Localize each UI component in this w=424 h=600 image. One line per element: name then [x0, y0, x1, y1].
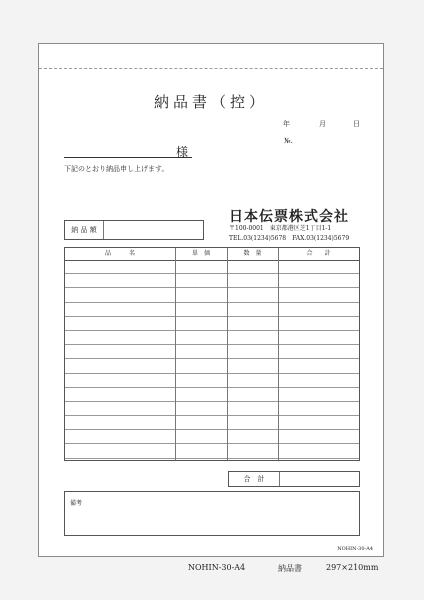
form-code-small: NOHIN-30-A4: [337, 546, 373, 552]
remarks-box[interactable]: [64, 491, 360, 536]
column-divider: [278, 248, 279, 460]
column-divider: [175, 248, 176, 460]
remarks-label: 備考: [70, 500, 83, 507]
addressee-field[interactable]: [64, 157, 192, 158]
delivery-slip-sheet: [38, 43, 384, 557]
header-item-name: 品 名: [104, 250, 135, 257]
table-row[interactable]: [65, 430, 359, 444]
slip-number-label: №.: [284, 137, 293, 145]
table-row[interactable]: [65, 402, 359, 416]
date-month-label: 月: [319, 120, 326, 128]
table-row[interactable]: [65, 274, 359, 288]
table-row[interactable]: [65, 444, 359, 458]
table-row[interactable]: [65, 260, 359, 274]
header-quantity: 数 量: [243, 250, 262, 257]
items-table-body: [65, 260, 359, 460]
addressee-suffix: 様: [176, 145, 189, 159]
table-row[interactable]: [65, 303, 359, 317]
grand-total-box[interactable]: [228, 471, 360, 487]
table-row[interactable]: [65, 374, 359, 388]
caption-code: NOHIN-30-A4: [188, 563, 246, 572]
perforation-line: [39, 68, 383, 69]
form-title: 納品書（控）: [153, 93, 268, 111]
company-address: 〒100-0001 東京都港区芝1丁目1-1: [229, 225, 332, 232]
date-year-label: 年: [283, 120, 290, 128]
intro-text: 下記のとおり納品申し上げます。: [64, 165, 169, 173]
company-contact: [229, 224, 349, 244]
company-phone-fax: TEL.03(1234)5678 FAX.03(1234)5679: [229, 235, 350, 242]
header-unit-price: 単 価: [191, 250, 210, 257]
caption-name: 納品書: [278, 564, 302, 573]
delivery-amount-label: 納 品 額: [65, 221, 104, 239]
header-amount: 合 計: [306, 250, 331, 257]
table-row[interactable]: [65, 288, 359, 302]
items-table: [64, 247, 360, 461]
table-row[interactable]: [65, 317, 359, 331]
grand-total-label: 合 計: [229, 472, 280, 486]
company-name: 日本伝票株式会社: [229, 209, 349, 225]
column-divider: [227, 248, 228, 460]
date-day-label: 日: [353, 120, 360, 128]
table-row[interactable]: [65, 345, 359, 359]
table-row[interactable]: [65, 331, 359, 345]
table-row[interactable]: [65, 388, 359, 402]
delivery-amount-box[interactable]: [64, 220, 204, 240]
table-row[interactable]: [65, 359, 359, 373]
caption-size: 297×210mm: [326, 563, 379, 572]
table-row[interactable]: [65, 416, 359, 430]
